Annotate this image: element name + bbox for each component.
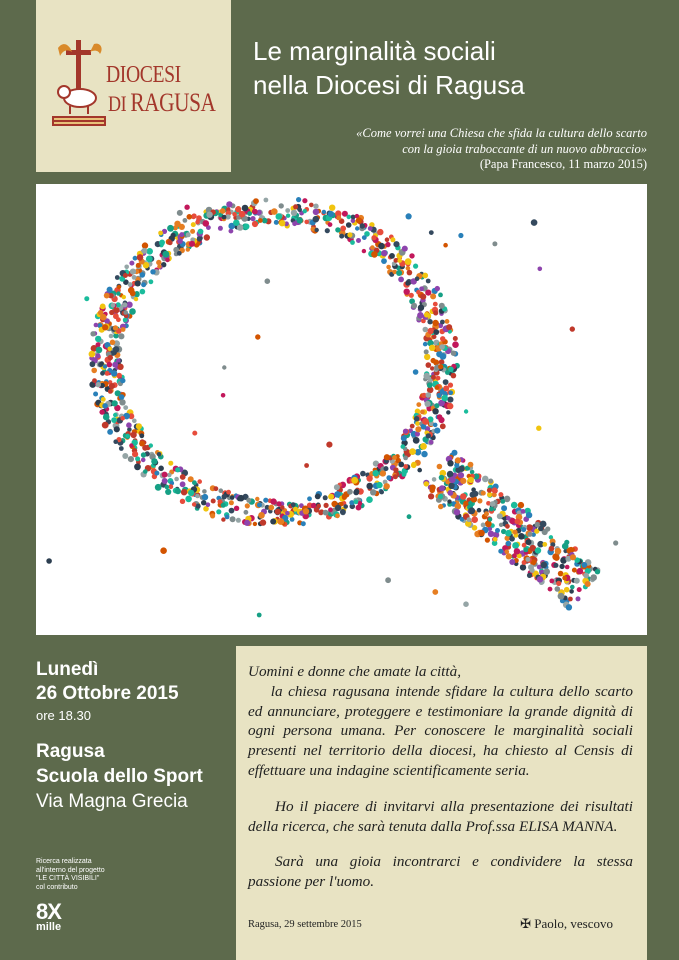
otto-per-mille-logo <box>36 899 62 933</box>
event-venue: Scuola dello Sport <box>36 766 203 787</box>
logo-text-diocesi: DIOCESI <box>106 62 181 88</box>
letter-body <box>248 662 633 908</box>
letter-paragraph-1-body: la chiesa ragusana intende sfidare la cultura dello scarto ed annunciare, proteggere e testimoniare la grande dignità di ogni persona umana. Per conoscere le marginalità sociali presenti nel territorio della diocesi, ha chiesto al Censis di effettuare una indagine scientificamente seria. <box>248 682 633 779</box>
crowd-people <box>46 197 618 617</box>
letter-paragraph-3: Sarà una gioia incontrarci e condividere la stessa passione per l'uomo. <box>248 853 633 891</box>
otto-per-mille-bottom: mille <box>36 921 62 933</box>
letter-greeting: Uomini e donne che amate la città, <box>248 663 461 680</box>
quote-source: (Papa Francesco, 11 marzo 2015) <box>479 157 647 171</box>
credit-line-1: Ricerca realizzata <box>36 858 92 865</box>
letter-date: Ragusa, 29 settembre 2015 <box>248 919 362 930</box>
quote-line-1: «Come vorrei una Chiesa che sfida la cultura dello scarto <box>356 126 647 140</box>
page-title <box>253 34 653 102</box>
letter-paragraph-1 <box>248 662 633 781</box>
diocese-logo <box>36 0 231 172</box>
title-line-2: nella Diocesi di Ragusa <box>253 70 525 100</box>
credit-line-2: all'interno del progetto <box>36 866 105 874</box>
event-city: Ragusa <box>36 741 105 762</box>
magnifying-glass-crowd-image <box>36 184 647 635</box>
event-street: Via Magna Grecia <box>36 791 188 812</box>
invitation-letter <box>236 646 647 960</box>
event-date: 26 Ottobre 2015 <box>36 683 179 704</box>
letter-signature: ✠ Paolo, vescovo <box>520 916 613 931</box>
quote-line-2: con la gioia traboccante di un nuovo abbraccio» <box>402 141 647 156</box>
event-time: ore 18.30 <box>36 708 91 723</box>
credit-line-3: "LE CITTÀ VISIBILI" <box>36 875 100 882</box>
magnifying-glass-crowd-icon <box>36 184 647 635</box>
logo-text-ragusa <box>108 88 216 118</box>
title-line-1: Le marginalità sociali <box>253 36 496 66</box>
otto-per-mille-top: 8X <box>36 899 61 924</box>
project-credit <box>36 858 146 892</box>
event-details <box>36 658 236 814</box>
letter-paragraph-2: Ho il piacere di invitarvi alla presentazione dei risultati della ricerca, che sarà tenuta dalla Prof.ssa ELISA MANNA. <box>248 797 633 835</box>
credit-line-4: col contributo <box>36 883 78 891</box>
event-day: Lunedì <box>36 659 99 680</box>
lamb-cross-icon <box>50 38 110 138</box>
letter-paragraph-1-text <box>248 683 633 779</box>
pope-quote <box>227 126 647 173</box>
logo-text-ragusa-word: RAGUSA <box>130 88 216 117</box>
logo-text-di: DI <box>108 91 127 116</box>
